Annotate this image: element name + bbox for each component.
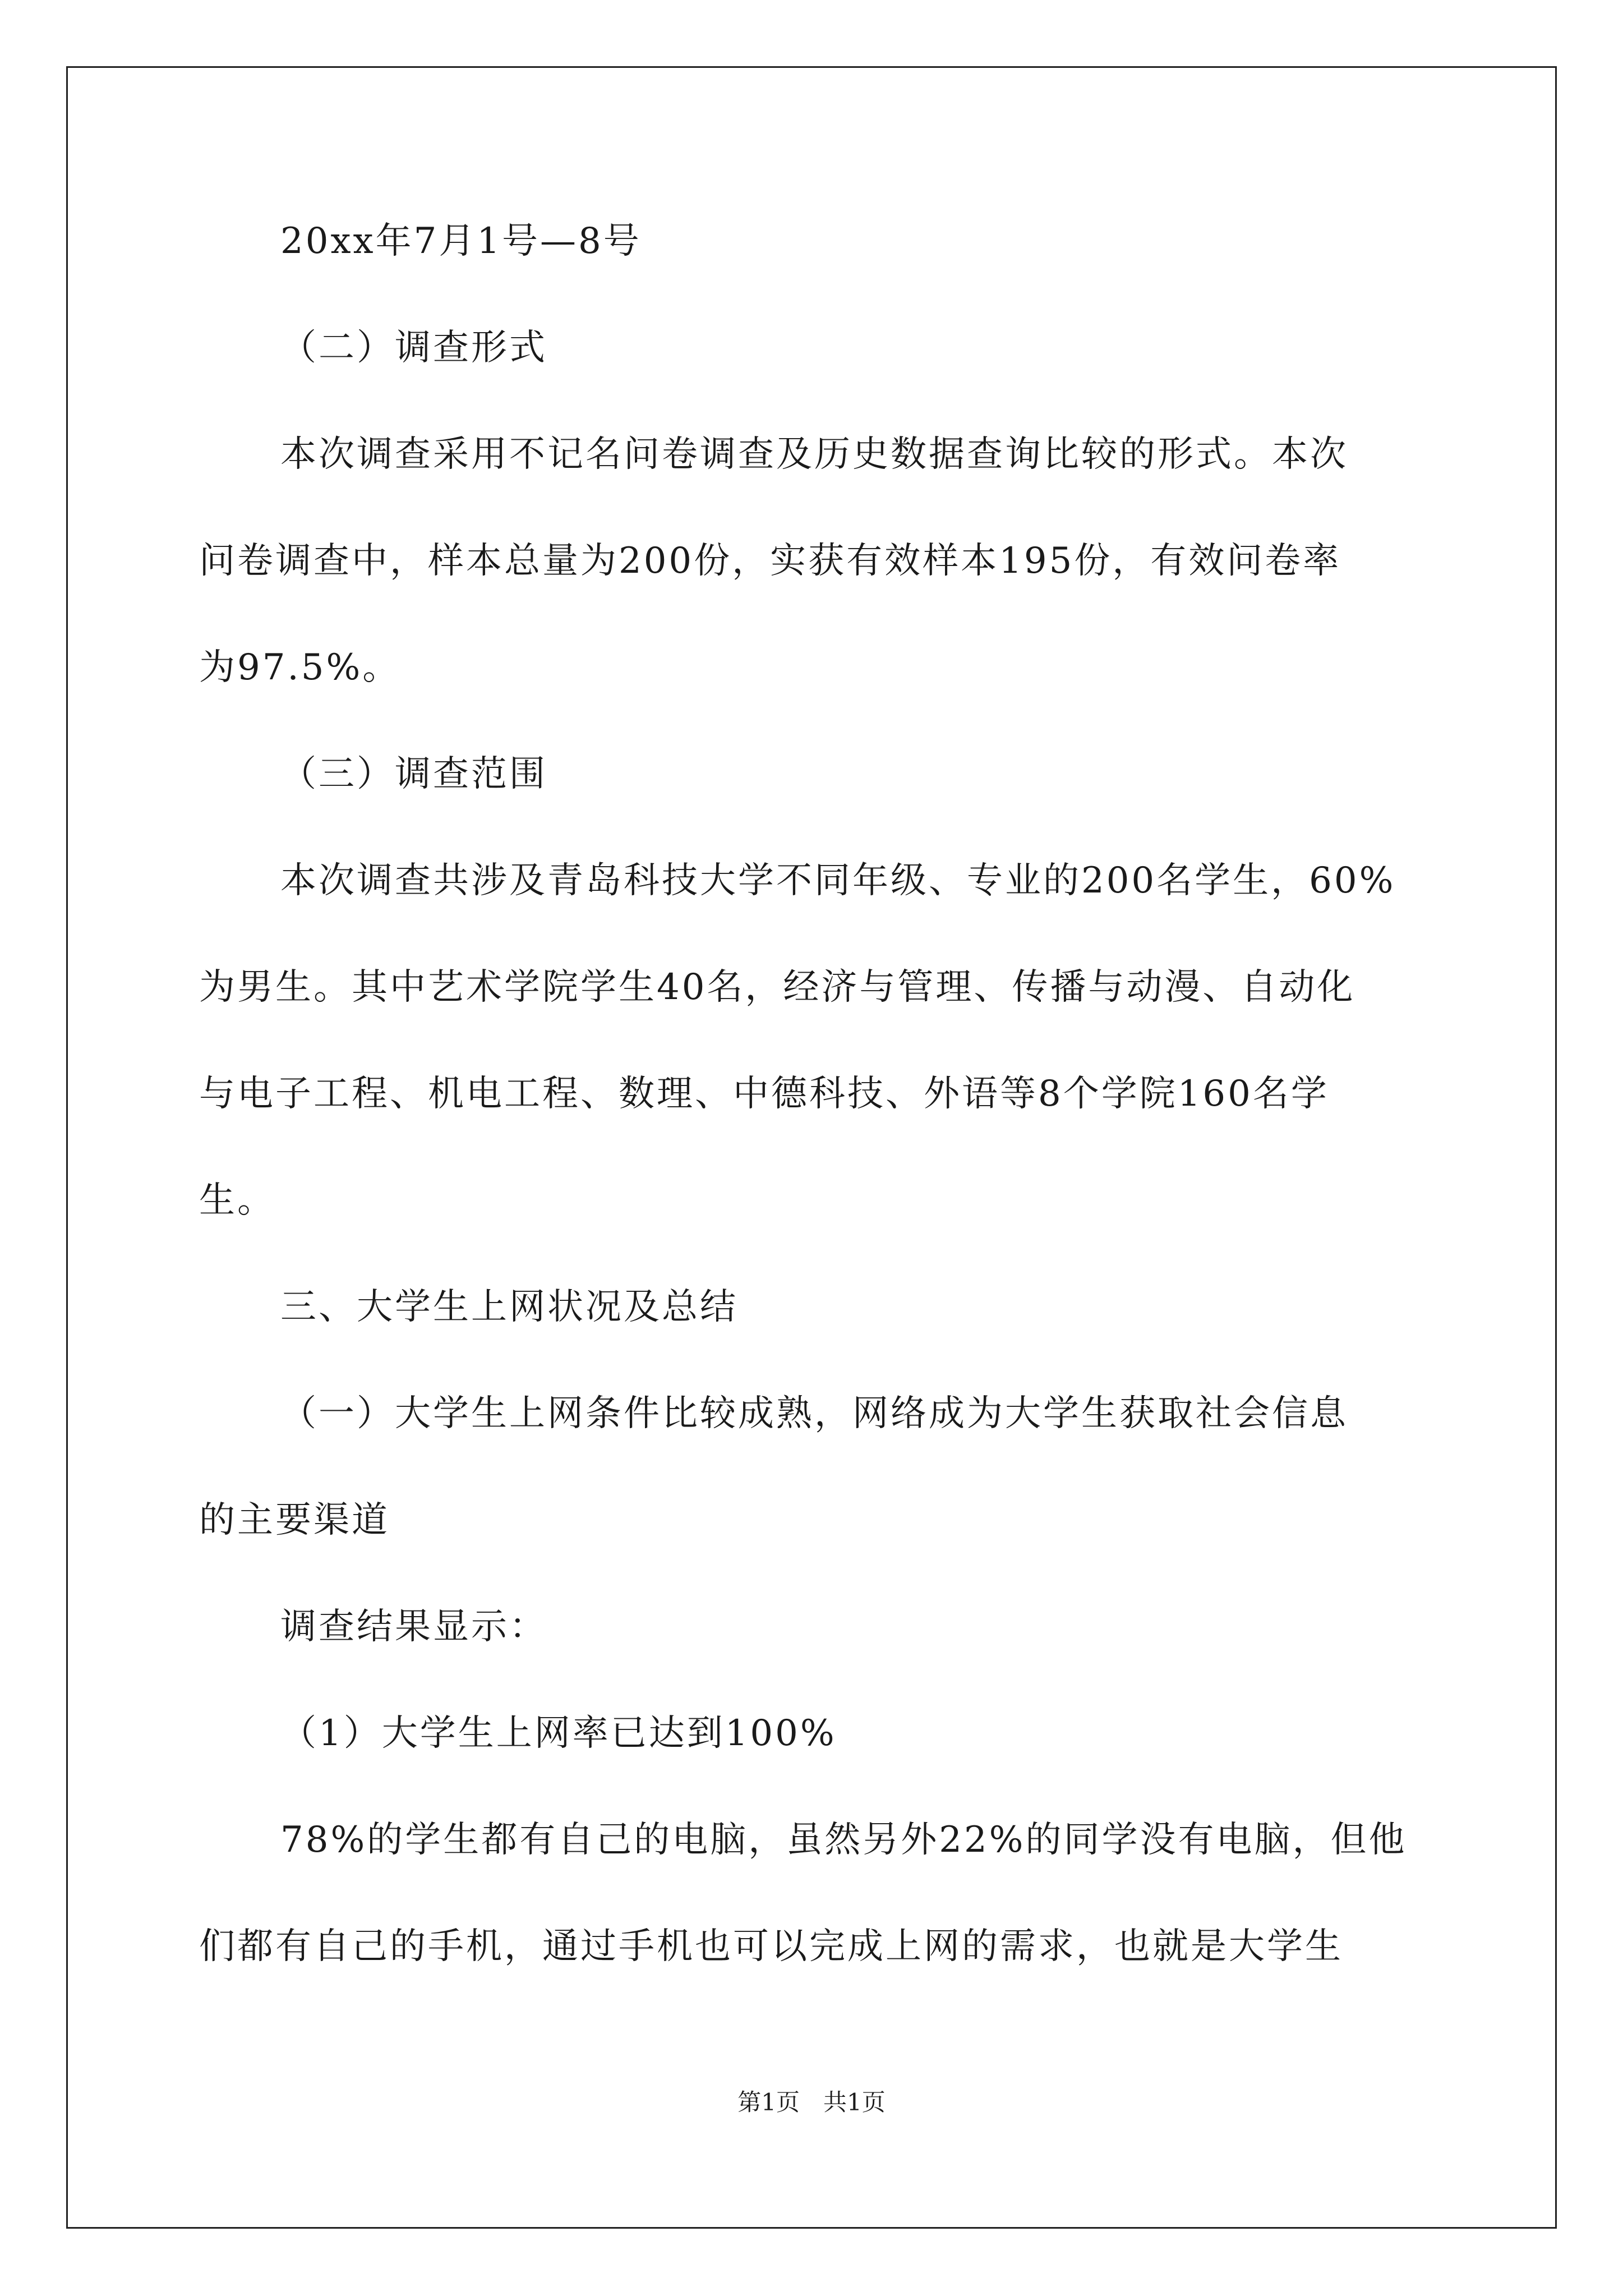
paragraph-line: 生。 <box>199 1180 275 1221</box>
paragraph-line: 本次调查采用不记名问卷调查及历史数据查询比较的形式。本次 <box>280 434 1348 475</box>
page-border <box>66 66 1557 2229</box>
subsection-heading: （一）大学生上网条件比较成熟，网络成为大学生获取社会信息 <box>280 1393 1348 1434</box>
page-number-footer: 第1页 共1页 <box>737 2088 886 2116</box>
paragraph-line: 们都有自己的手机，通过手机也可以完成上网的需求，也就是大学生 <box>199 1926 1343 1967</box>
section-heading-survey-scope: （三）调查范围 <box>280 753 547 795</box>
section-heading-survey-form: （二）调查形式 <box>280 327 547 369</box>
date-range-line: 20xx年7月1号—8号 <box>280 220 642 262</box>
paragraph-line: 本次调查共涉及青岛科技大学不同年级、专业的200名学生，60% <box>280 860 1396 901</box>
subsection-heading: 的主要渠道 <box>199 1499 390 1541</box>
paragraph-line: 问卷调查中，样本总量为200份，实获有效样本195份，有效问卷率 <box>199 540 1341 582</box>
list-item-heading: （1）大学生上网率已达到100% <box>280 1713 837 1754</box>
paragraph-line: 78%的学生都有自己的电脑，虽然另外22%的同学没有电脑，但他 <box>280 1819 1407 1861</box>
section-heading-internet-status: 三、大学生上网状况及总结 <box>280 1286 738 1328</box>
paragraph-line: 为97.5%。 <box>199 647 401 688</box>
paragraph-line: 与电子工程、机电工程、数理、中德科技、外语等8个学院160名学 <box>199 1073 1329 1115</box>
paragraph-line: 调查结果显示： <box>280 1606 547 1648</box>
paragraph-line: 为男生。其中艺术学院学生40名，经济与管理、传播与动漫、自动化 <box>199 967 1355 1008</box>
